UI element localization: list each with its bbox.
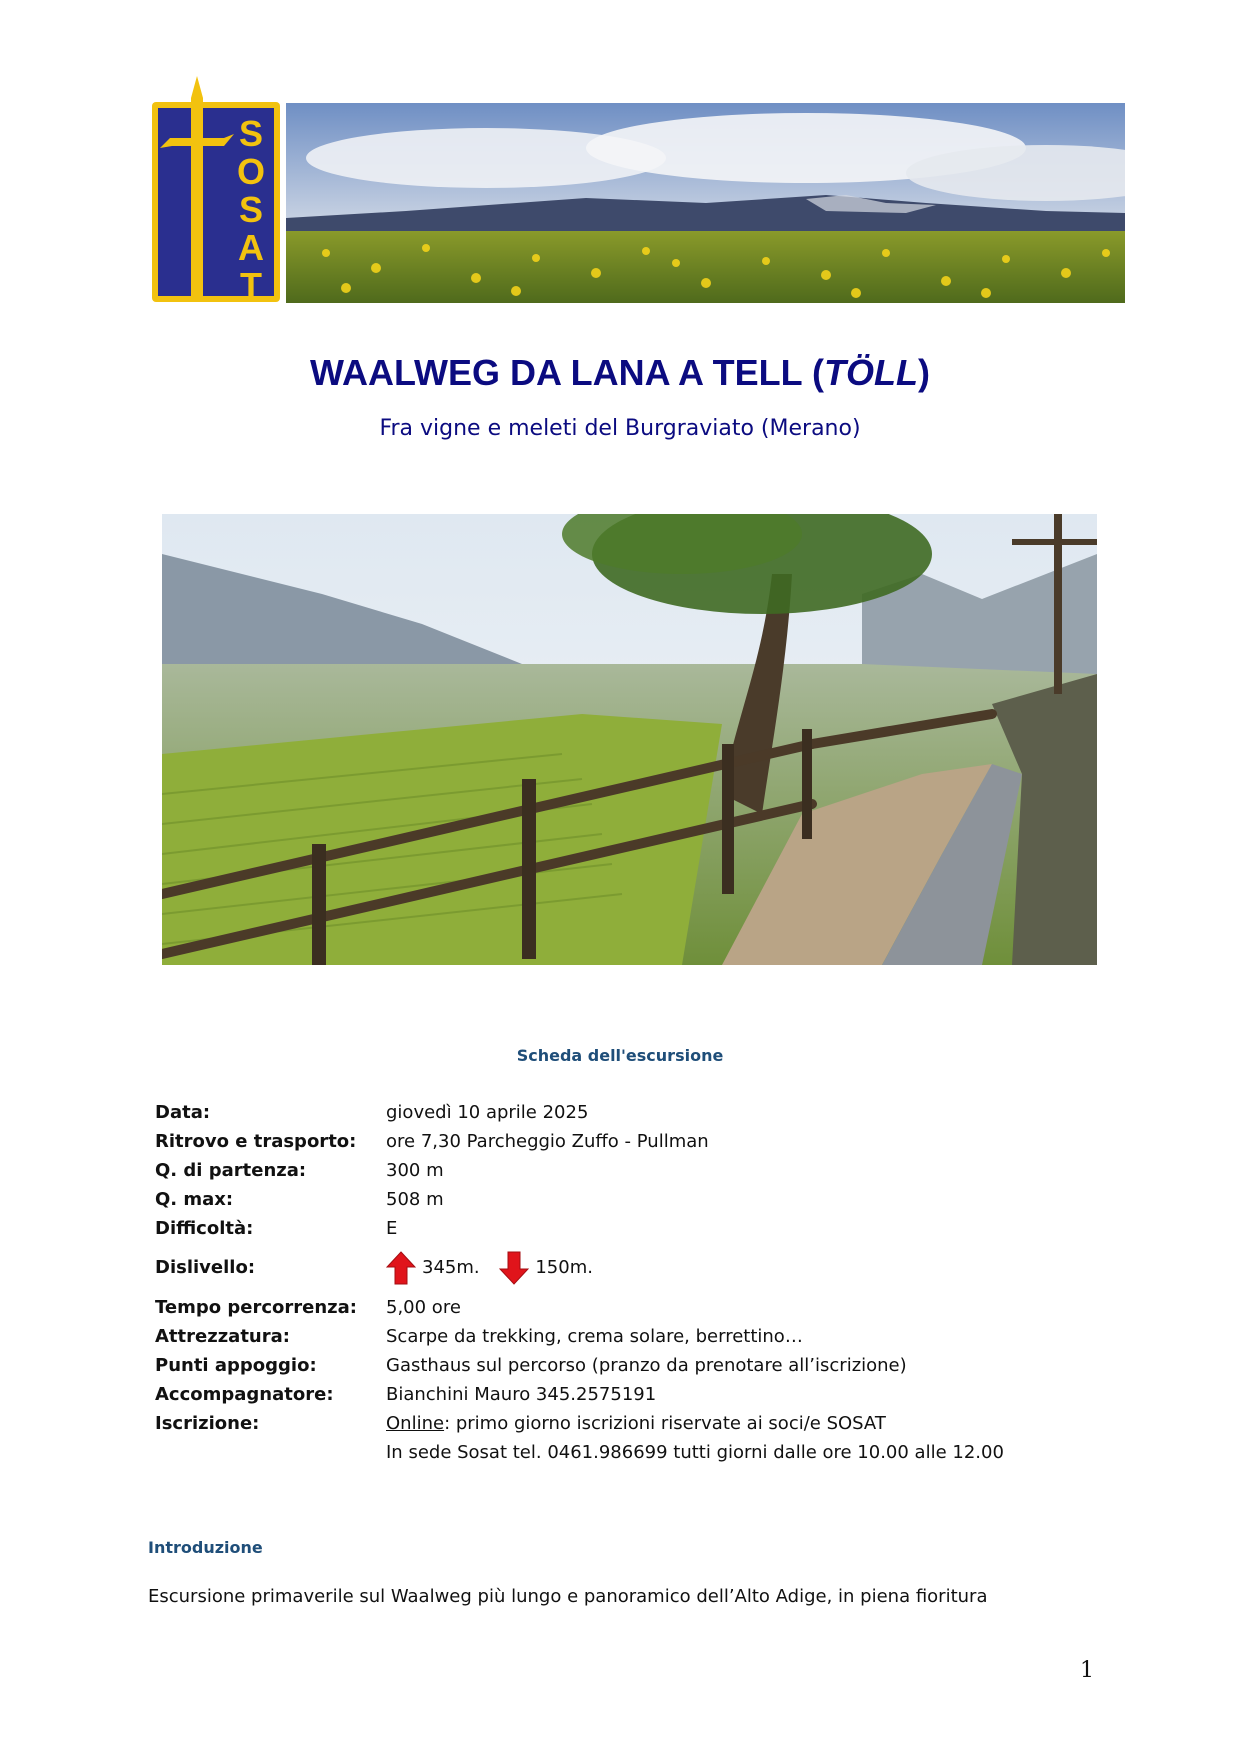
page-number: 1 <box>1080 1658 1094 1683</box>
label-attrezzatura: Attrezzatura: <box>155 1326 290 1347</box>
arrow-down-icon <box>499 1251 529 1285</box>
title-italic: TÖLL <box>823 352 918 393</box>
scheda-heading: Scheda dell'escursione <box>516 1046 724 1065</box>
value-attrezzatura: Scarpe da trekking, crema solare, berrettino… <box>386 1326 803 1347</box>
row-iscrizione <box>155 1409 1085 1467</box>
value-appoggio: Gasthaus sul percorso (pranzo da prenotare all’iscrizione) <box>386 1355 907 1376</box>
logo-letter: S <box>238 113 264 154</box>
value-ritrovo: ore 7,30 Parcheggio Zuffo - Pullman <box>386 1131 709 1152</box>
value-iscrizione <box>386 1409 1085 1467</box>
label-dislivello: Dislivello: <box>155 1257 256 1278</box>
banner-landscape-image <box>286 103 1125 303</box>
header <box>150 76 1125 306</box>
value-data: giovedì 10 aprile 2025 <box>386 1102 589 1123</box>
page-subtitle: Fra vigne e meleti del Burgraviato (Merano) <box>379 416 861 441</box>
label-partenza: Q. di partenza: <box>155 1160 307 1181</box>
row-tempo <box>155 1293 1085 1322</box>
intro-heading: Introduzione <box>148 1538 263 1557</box>
value-dislivello <box>386 1245 1085 1291</box>
arrow-up-icon <box>386 1251 416 1285</box>
row-data <box>155 1098 1085 1127</box>
dislivello-down: 150m. <box>535 1257 593 1278</box>
logo-letter: A <box>238 227 264 268</box>
row-appoggio <box>155 1351 1085 1380</box>
label-ritrovo: Ritrovo e trasporto: <box>155 1131 357 1152</box>
page-title <box>0 352 1240 394</box>
row-ritrovo <box>155 1127 1085 1156</box>
logo-letter: O <box>236 151 266 192</box>
row-partenza <box>155 1156 1085 1185</box>
dislivello-up: 345m. <box>422 1257 480 1278</box>
row-max <box>155 1185 1085 1214</box>
sosat-logo <box>150 76 282 306</box>
row-difficolta <box>155 1214 1085 1243</box>
trail-photo <box>162 514 1097 965</box>
value-accompagnatore: Bianchini Mauro 345.2575191 <box>386 1384 657 1405</box>
row-accompagnatore <box>155 1380 1085 1409</box>
value-partenza: 300 m <box>386 1160 444 1181</box>
label-appoggio: Punti appoggio: <box>155 1355 317 1376</box>
value-tempo: 5,00 ore <box>386 1297 461 1318</box>
label-accompagnatore: Accompagnatore: <box>155 1384 334 1405</box>
row-dislivello <box>155 1245 1085 1291</box>
iscrizione-line1 <box>386 1409 1085 1438</box>
iscrizione-line1-text: : primo giorno iscrizioni riservate ai soci/e SOSAT <box>444 1413 886 1434</box>
iscrizione-line2: In sede Sosat tel. 0461.986699 tutti giorni dalle ore 10.00 alle 12.00 <box>386 1442 1004 1463</box>
label-tempo: Tempo percorrenza: <box>155 1297 357 1318</box>
label-difficolta: Difficoltà: <box>155 1218 254 1239</box>
row-attrezzatura <box>155 1322 1085 1351</box>
online-link[interactable]: Online <box>386 1413 445 1434</box>
value-max: 508 m <box>386 1189 444 1210</box>
logo-letter: T <box>240 265 262 306</box>
label-iscrizione: Iscrizione: <box>155 1413 260 1434</box>
title-end: ) <box>917 352 930 393</box>
title-text: WAALWEG DA LANA A TELL ( <box>310 352 824 393</box>
intro-text: Escursione primaverile sul Waalweg più lungo e panoramico dell’Alto Adige, in piena fioritura <box>148 1586 988 1607</box>
label-max: Q. max: <box>155 1189 234 1210</box>
logo-letter: S <box>238 189 264 230</box>
value-difficolta: E <box>386 1218 398 1239</box>
details-table <box>155 1098 1085 1467</box>
label-data: Data: <box>155 1102 211 1123</box>
